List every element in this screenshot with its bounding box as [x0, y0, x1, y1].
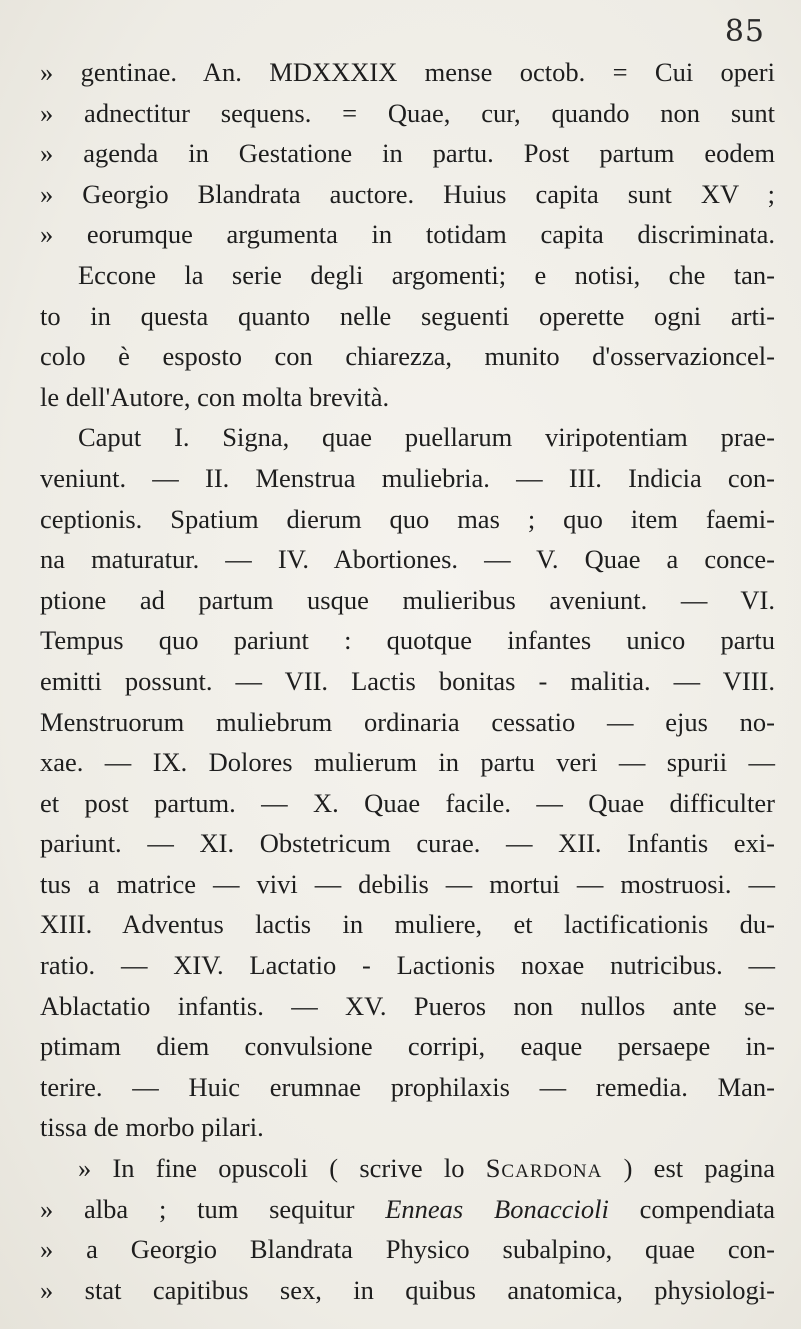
text-line: le dell'Autore, con molta brevità. — [40, 381, 390, 412]
author-name-scardona: Scardona — [485, 1153, 603, 1184]
text-line: Menstruorum muliebrum ordinaria cessatio — ejus no- — [40, 706, 775, 737]
text-line: ptimam diem convulsione corripi, eaque persaepe in- — [40, 1031, 775, 1062]
text-line: terire. — Huic erumnae prophilaxis — remedia. Man- — [40, 1071, 775, 1102]
text-line: pariunt. — XI. Obstetricum curae. — XII. Infantis exi- — [40, 828, 775, 859]
text-line: veniunt. — II. Menstrua muliebria. — III. Indicia con- — [40, 462, 775, 493]
text-line: » a Georgio Blandrata Physico subalpino, quae con- — [40, 1234, 775, 1265]
text-line: ptione ad partum usque mulieribus aveniunt. — VI. — [40, 584, 775, 615]
text-line — [40, 1148, 775, 1189]
text-line: to in questa quanto nelle seguenti operette ogni arti- — [40, 300, 775, 331]
text-fragment: compendiata — [608, 1193, 775, 1224]
text-line: ceptionis. Spatium dierum quo mas ; quo item faemi- — [40, 503, 775, 534]
text-line: Tempus quo pariunt : quotque infantes unico partu — [40, 625, 775, 656]
text-line: » gentinae. An. MDXXXIX mense octob. = Cui operi — [40, 57, 775, 87]
text-line: » Georgio Blandrata auctore. Huius capita sunt XV ; — [40, 178, 775, 209]
text-fragment: » alba ; tum sequitur — [40, 1193, 386, 1224]
body-text — [40, 52, 775, 1310]
text-line: na maturatur. — IV. Abortiones. — V. Quae a conce- — [40, 544, 775, 575]
text-line: ratio. — XIV. Lactatio - Lactionis noxae nutricibus. — — [40, 950, 775, 981]
text-line: Caput I. Signa, quae puellarum viripotentiam prae- — [78, 422, 775, 453]
text-fragment: » In fine opuscoli ( scrive lo — [78, 1153, 486, 1184]
text-line: colo è esposto con chiarezza, munito d'osservazioncel- — [40, 341, 775, 372]
text-line: tus a matrice — vivi — debilis — mortui — mostruosi. — — [40, 868, 775, 899]
text-line: emitti possunt. — VII. Lactis bonitas - malitia. — VIII. — [40, 665, 775, 696]
page-number: 85 — [724, 14, 765, 49]
text-line: et post partum. — X. Quae facile. — Quae difficulter — [40, 787, 775, 818]
text-line: » stat capitibus sex, in quibus anatomica, physiologi- — [40, 1274, 775, 1305]
text-fragment: ) est pagina — [602, 1153, 775, 1184]
text-line: tissa de morbo pilari. — [40, 1112, 264, 1143]
text-line: XIII. Adventus lactis in muliere, et lactificationis du- — [40, 909, 775, 940]
text-line: » adnectitur sequens. = Quae, cur, quando non sunt — [40, 97, 775, 128]
text-line: Eccone la serie degli argomenti; e notisi, che tan- — [78, 259, 775, 290]
text-line: xae. — IX. Dolores mulierum in partu veri — spurii — — [40, 747, 775, 778]
text-line — [40, 1189, 775, 1230]
text-line: » eorumque argumenta in totidam capita discriminata. — [40, 219, 775, 250]
text-line: » agenda in Gestatione in partu. Post partum eodem — [40, 138, 775, 169]
text-line: Ablactatio infantis. — XV. Pueros non nullos ante se- — [40, 990, 775, 1021]
book-title-enneas: Enneas Bonaccioli — [385, 1193, 609, 1224]
